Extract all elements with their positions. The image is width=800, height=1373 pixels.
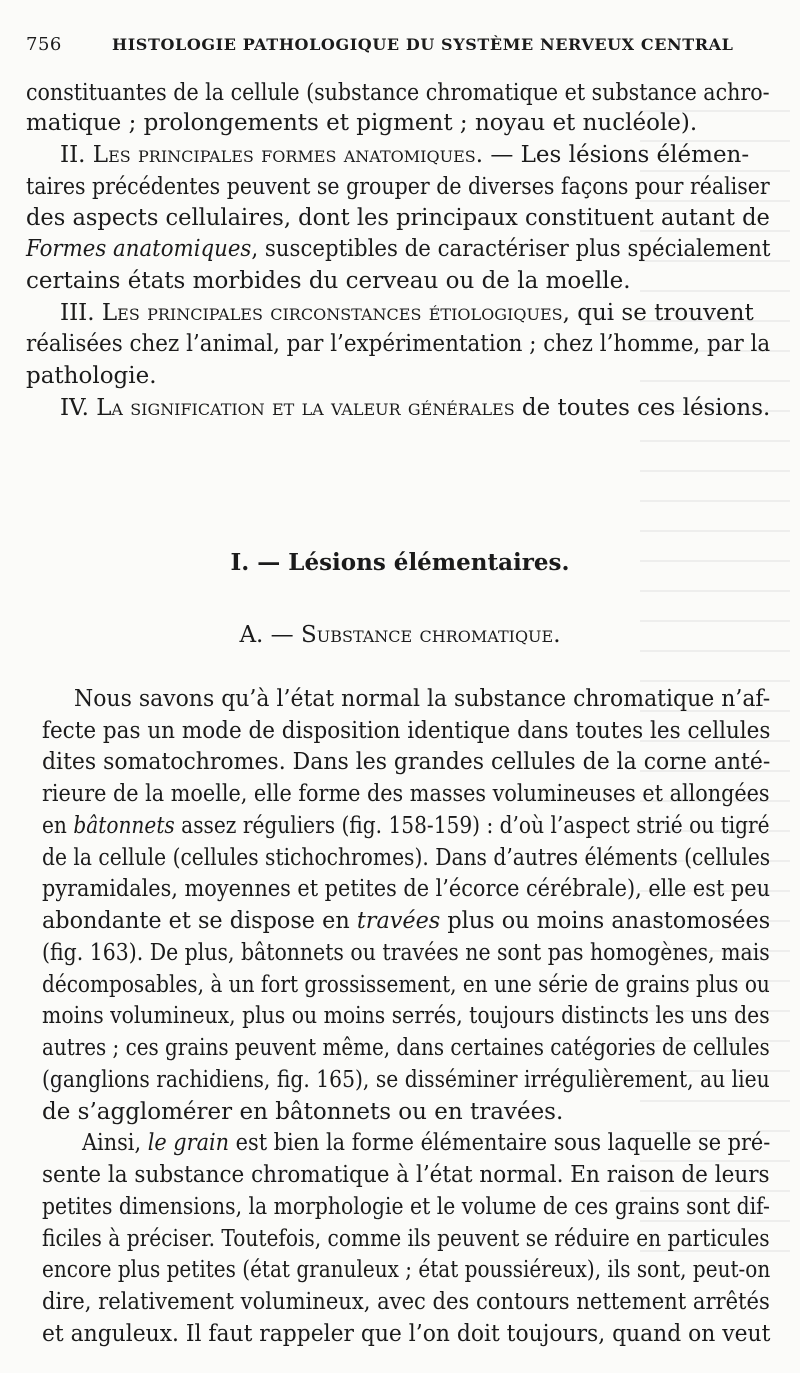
text-line: petites dimensions, la morphologie et le volume de ces grains sont dif- [42,1194,770,1220]
subsection-heading: A. — Substance chromatique. [239,622,561,648]
text-line: Nous savons qu’à l’état normal la substance chromatique n’af- [74,686,771,712]
text-line: des aspects cellulaires, dont les principaux constituent autant de [26,205,770,231]
text-line: dites somatochromes. Dans les grandes cellules de la corne anté- [42,749,771,775]
text-line: fecte pas un mode de disposition identique dans toutes les cellules [42,718,771,744]
page-header [26,34,766,60]
text-line: autres ; ces grains peuvent même, dans certaines catégories de cellules [42,1035,770,1061]
text-line: taires précédentes peuvent se grouper de diverses façons pour réaliser [26,174,770,200]
text-line: décomposables, à un fort grossissement, en une série de grains plus ou [42,972,770,998]
text-line: dire, relativement volumineux, avec des contours nettement arrêtés [42,1289,770,1315]
text-line: en bâtonnets assez réguliers (fig. 158-159) : d’où l’aspect strié ou tigré [42,813,770,839]
text-line: constituantes de la cellule (substance chromatique et substance achro- [26,80,770,106]
text-line: et anguleux. Il faut rappeler que l’on doit toujours, quand on veut [42,1321,771,1347]
text-line: pyramidales, moyennes et petites de l’écorce cérébrale), elle est peu [42,876,771,902]
section-item-iii: III. Les principales circonstances étiologiques, qui se trouvent [60,300,754,326]
text-line: certains états morbides du cerveau ou de la moelle. [26,268,631,294]
text-line: (ganglions rachidiens, fig. 165), se disséminer irrégulièrement, au lieu [42,1067,770,1093]
text-line: ficiles à préciser. Toutefois, comme ils peuvent se réduire en particules [42,1226,770,1252]
text-line: (fig. 163). De plus, bâtonnets ou travées ne sont pas homogènes, mais [42,940,770,966]
running-title: HISTOLOGIE PATHOLOGIQUE DU SYSTÈME NERVEUX CENTRAL [112,35,734,54]
text-line: encore plus petites (état granuleux ; état poussiéreux), ils sont, peut-on [42,1257,771,1283]
text-line: matique ; prolongements et pigment ; noyau et nucléole). [26,110,698,136]
text-line: sente la substance chromatique à l’état normal. En raison de leurs [42,1162,770,1188]
text-line: Formes anatomiques, susceptibles de caractériser plus spécialement [26,236,771,262]
text-line: Ainsi, le grain est bien la forme élémentaire sous laquelle se pré- [82,1130,771,1156]
section-item-ii: II. Les principales formes anatomiques. — Les lésions élémen- [60,142,750,168]
text-line: pathologie. [26,363,157,389]
text-line: de la cellule (cellules stichochromes). Dans d’autres éléments (cellules [42,845,771,871]
text-line: rieure de la moelle, elle forme des masses volumineuses et allongées [42,781,770,807]
text-line: de s’agglomérer en bâtonnets ou en travées. [42,1099,564,1125]
text-line: moins volumineux, plus ou moins serrés, toujours distincts les uns des [42,1003,770,1029]
text-line: abondante et se dispose en travées plus ou moins anastomosées [42,908,771,934]
text-line: réalisées chez l’animal, par l’expérimentation ; chez l’homme, par la [26,331,771,357]
section-item-iv: IV. La signification et la valeur générales de toutes ces lésions. [60,395,771,421]
page-number: 756 [26,34,62,55]
section-heading: I. — Lésions élémentaires. [230,549,570,576]
